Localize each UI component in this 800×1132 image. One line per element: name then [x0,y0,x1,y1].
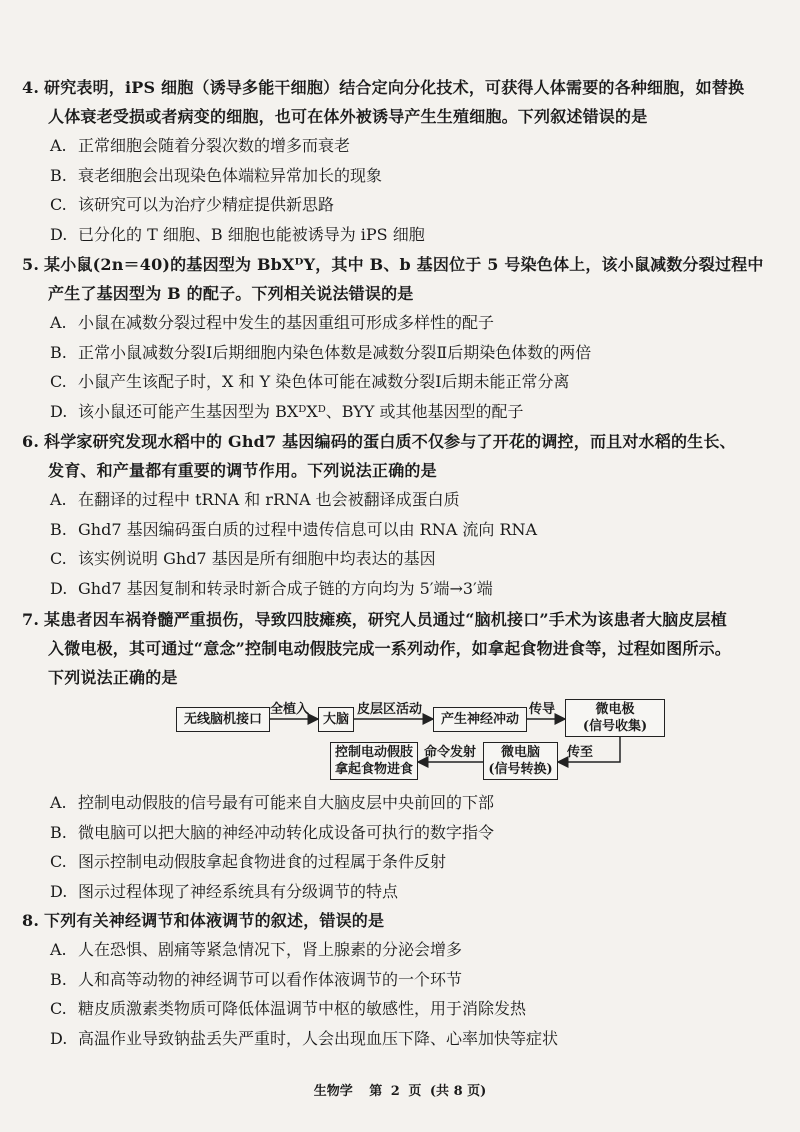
option-a: A. 正常细胞会随着分裂次数的增多而衰老 [50,136,351,155]
bci-flow-diagram [0,690,800,790]
option-d: D. 已分化的 T 细胞、B 细胞也能被诱导为 iPS 细胞 [50,224,425,244]
page-footer [0,1080,800,1099]
question-stem: 下列说法正确的是 [48,668,178,687]
option-b: B. 衰老细胞会出现染色体端粒异常加长的现象 [50,165,383,185]
option-a: A. 人在恐惧、剧痛等紧急情况下，肾上腺素的分泌会增多 [50,940,463,959]
option-d: D. Ghd7 基因复制和转录时新合成子链的方向均为 5′端→3′端 [50,578,493,598]
option-a: A. 控制电动假肢的信号最有可能来自大脑皮层中央前回的下部 [50,793,495,812]
question-stem: 入微电极，其可通过“意念”控制电动假肢完成一系列动作，如拿起食物进食等，过程如图所示。 [48,639,732,658]
option-c: C. 图示控制电动假肢拿起食物进食的过程属于条件反射 [50,852,447,871]
brain-node: 大脑 [318,707,354,732]
option-a: A. 小鼠在减数分裂过程中发生的基因重组可形成多样性的配子 [50,313,495,332]
option-d: D. 高温作业导致钠盐丢失严重时，人会出现血压下降、心率加快等症状 [50,1028,559,1048]
bci-node: 无线脑机接口 [176,707,270,732]
option-a: A. 在翻译的过程中 tRNA 和 rRNA 也会被翻译成蛋白质 [50,490,460,509]
option-d: D. 图示过程体现了神经系统具有分级调节的特点 [50,881,399,901]
question-8 [22,906,782,1053]
edge-label-implant: 全植入 [270,702,310,717]
question-4 [22,73,782,249]
edge-label-command: 命令发射 [424,745,477,760]
question-7 [22,605,782,692]
option-c: C. 该研究可以为治疗少精症提供新思路 [50,195,335,214]
impulse-node: 产生神经冲动 [433,707,527,732]
option-b: B. Ghd7 基因编码蛋白质的过程中遗传信息可以由 RNA 流向 RNA [50,519,538,539]
edge-label-cortex: 皮层区活动 [357,702,423,717]
question-stem: 6. 科学家研究发现水稻中的 Ghd7 基因编码的蛋白质不仅参与了开花的调控，而且对水稻的生长、 [22,427,782,456]
question-number: 4. [22,78,40,97]
question-number: 8. [22,911,40,930]
option-b: B. 微电脑可以把大脑的神经冲动转化成设备可执行的数字指令 [50,822,495,842]
question-stem: 5. 某小鼠(2n＝40)的基因型为 BbXᴰY，其中 B、b 基因位于 5 号染色体上，该小鼠减数分裂过程中 [22,250,782,279]
question-6 [22,427,782,603]
option-d: D. 该小鼠还可能产生基因型为 BXᴰXᴰ、BYY 或其他基因型的配子 [50,401,524,421]
footer-page-suffix: 页 [408,1084,422,1099]
question-stem: 8. 下列有关神经调节和体液调节的叙述，错误的是 [22,906,782,935]
question-stem: 4. 研究表明，iPS 细胞（诱导多能干细胞）结合定向分化技术，可获得人体需要的各种细胞，如替换 [22,73,782,102]
option-c: C. 糖皮质激素类物质可降低体温调节中枢的敏感性，用于消除发热 [50,999,527,1018]
question-5 [22,250,782,426]
option-b: B. 正常小鼠减数分裂Ⅰ后期细胞内染色体数是减数分裂Ⅱ后期染色体数的两倍 [50,342,592,362]
option-b: B. 人和高等动物的神经调节可以看作体液调节的一个环节 [50,969,463,989]
computer-node: 微电脑 (信号转换) [483,742,558,780]
question-number: 6. [22,432,40,451]
question-number: 7. [22,610,40,629]
edge-label-transmit: 传至 [567,745,594,760]
electrode-node: 微电极 (信号收集) [565,699,665,737]
limb-node: 控制电动假肢 拿起食物进食 [330,742,418,780]
question-7-options [22,788,782,906]
footer-total: (共 8 页) [429,1084,487,1099]
edge-label-conduct: 传导 [529,702,556,717]
footer-page-number: 2 [390,1084,400,1099]
option-c: C. 该实例说明 Ghd7 基因是所有细胞中均表达的基因 [50,549,436,568]
footer-page-prefix: 第 [369,1084,383,1099]
question-stem: 人体衰老受损或者病变的细胞，也可在体外被诱导产生生殖细胞。下列叙述错误的是 [48,107,648,126]
question-number: 5. [22,255,40,274]
question-stem: 发育、和产量都有重要的调节作用。下列说法正确的是 [48,461,437,480]
footer-subject: 生物学 [313,1084,353,1099]
question-stem: 产生了基因型为 B 的配子。下列相关说法错误的是 [48,284,414,303]
option-c: C. 小鼠产生该配子时，X 和 Y 染色体可能在减数分裂Ⅰ后期未能正常分离 [50,372,570,391]
question-stem: 7. 某患者因车祸脊髓严重损伤，导致四肢瘫痪，研究人员通过“脑机接口”手术为该患者大脑皮层植 [22,605,782,634]
